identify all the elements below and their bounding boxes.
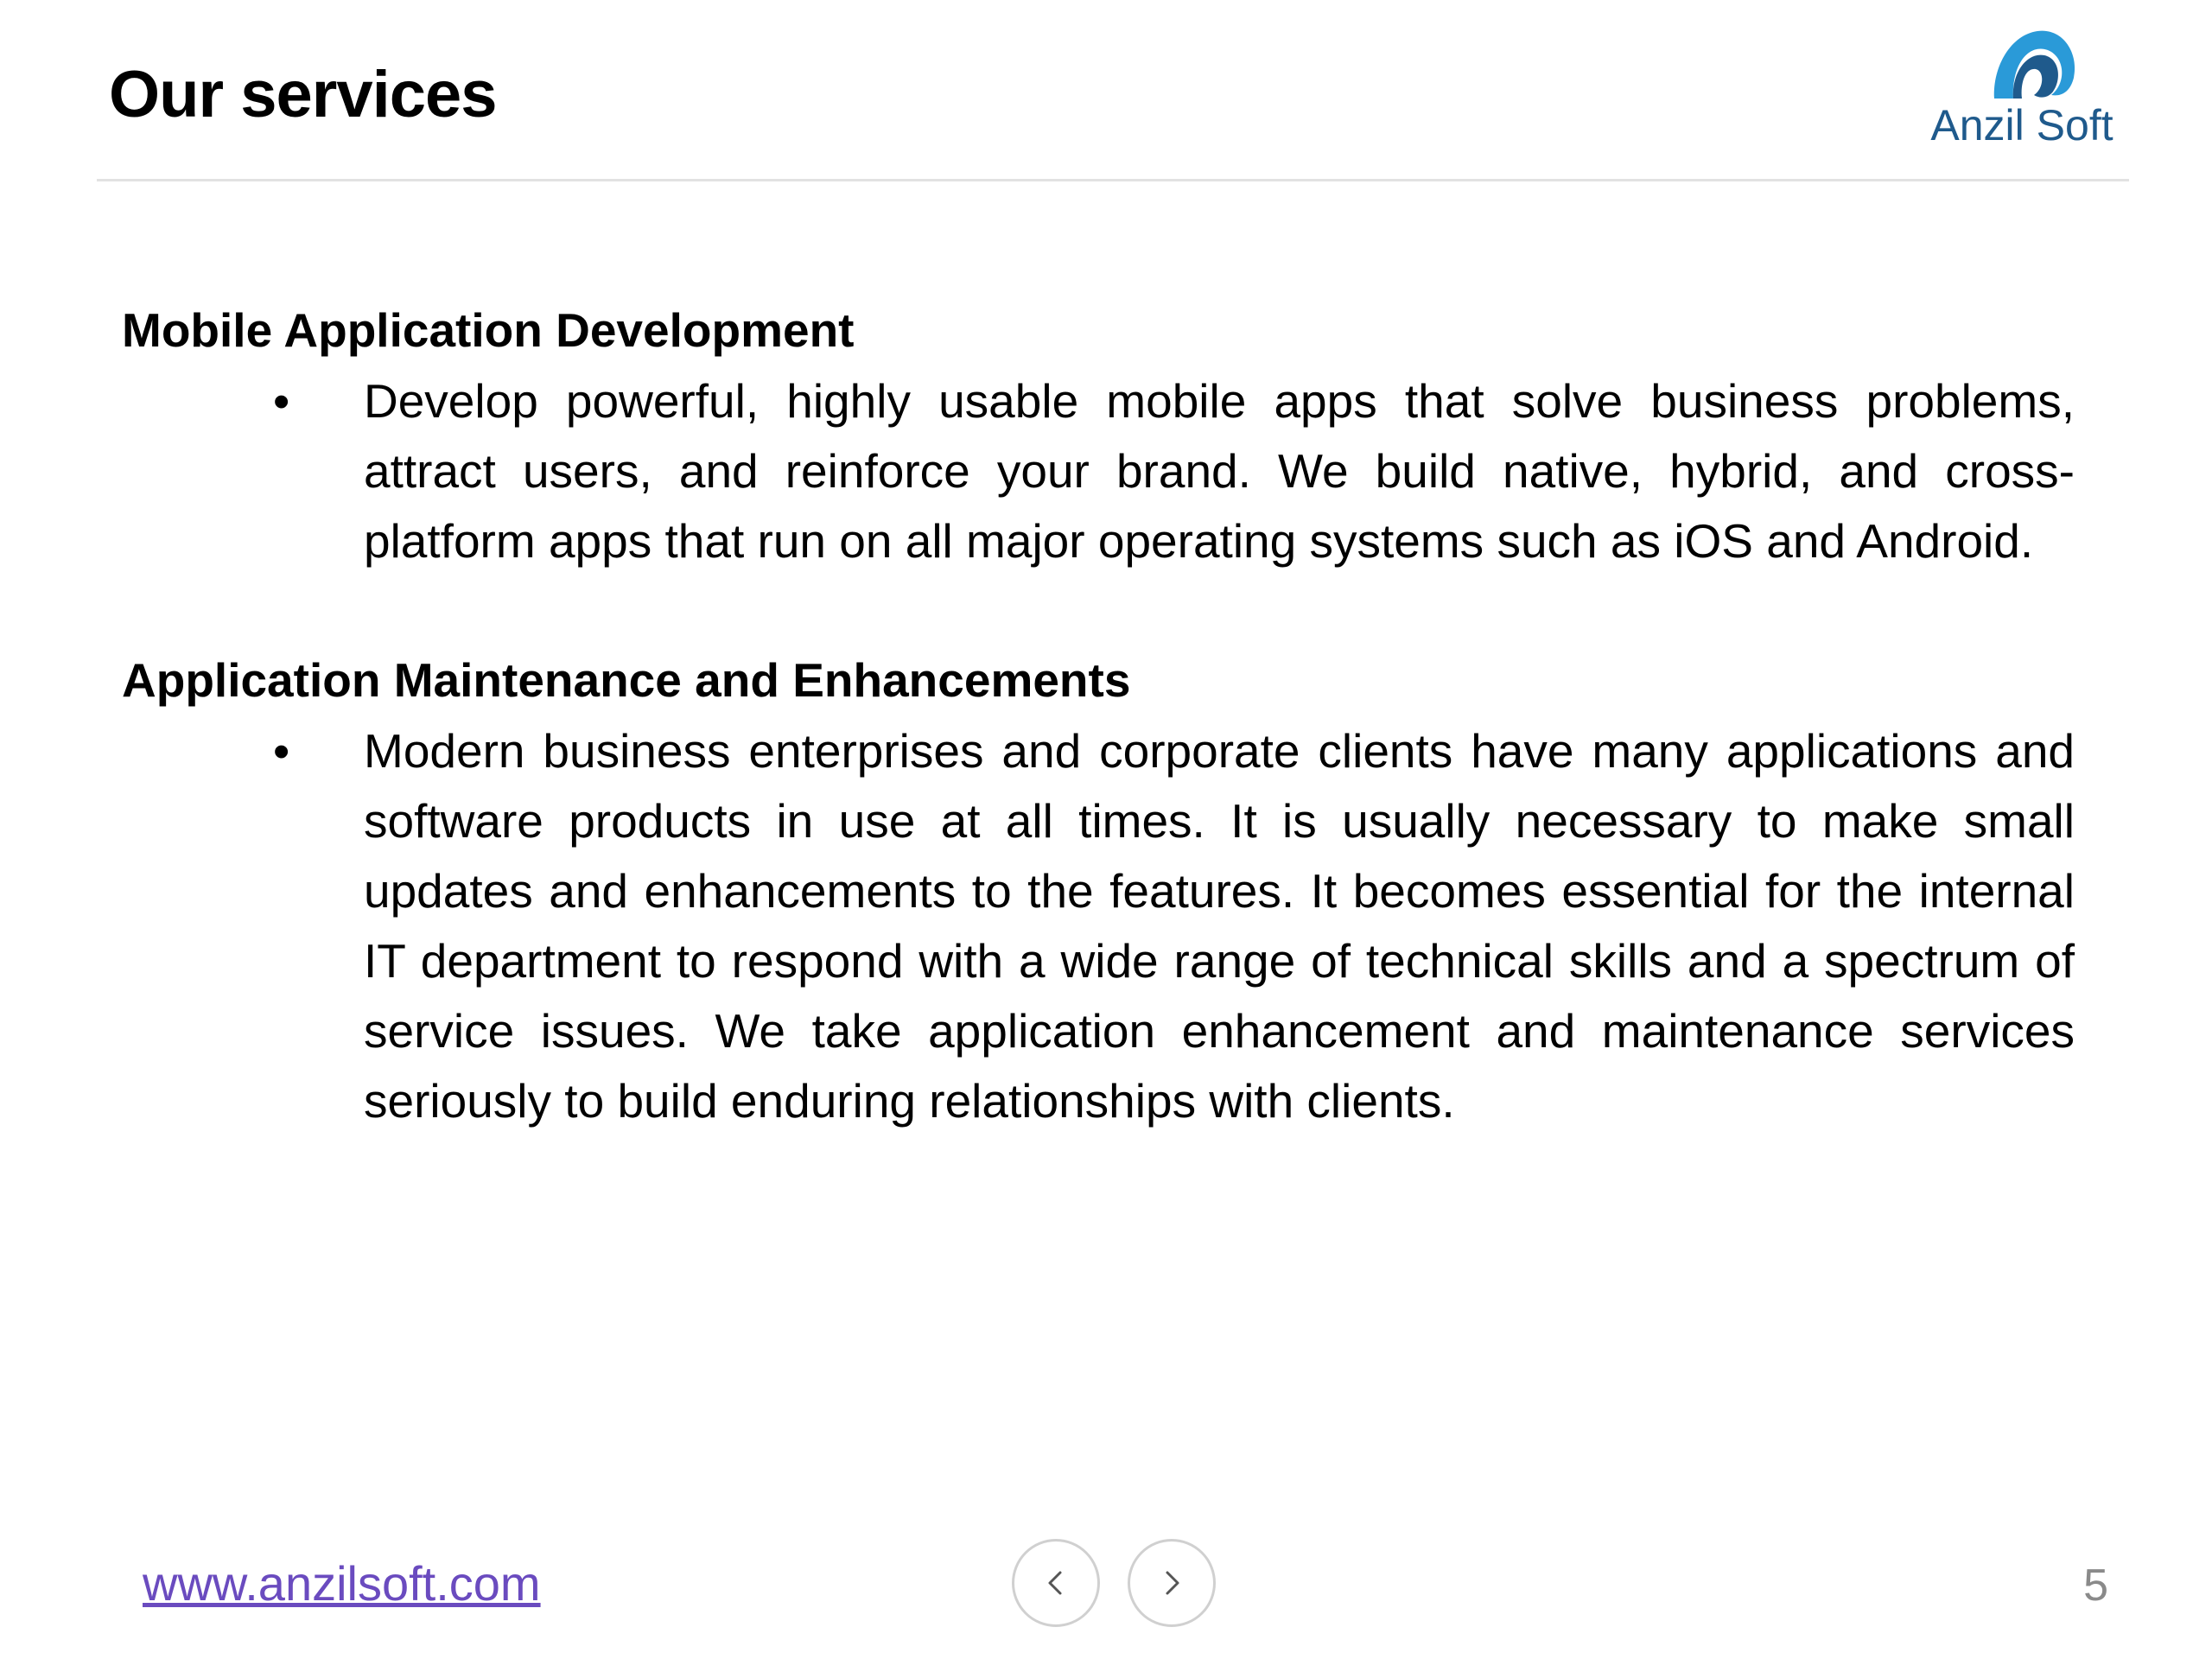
service-section-mobile (122, 294, 2075, 576)
logo-text: Anzil Soft (1930, 101, 2113, 149)
previous-slide-button[interactable] (1012, 1539, 1100, 1627)
next-slide-button[interactable] (1128, 1539, 1216, 1627)
website-link[interactable]: www.anzilsoft.com (143, 1556, 541, 1611)
page-number: 5 (2083, 1560, 2108, 1611)
bullet-text: Modern business enterprises and corporate clients have many applications and software products in use at all times. It is usually necessary to make small updates and enhancements to the features. It becomes essential for the internal IT department to respond with a wide range of technical skills and a spectrum of service issues. We take application enhancement and maintenance services seriously to build enduring relationships with clients. (364, 724, 2075, 1128)
section-heading: Mobile Application Development (122, 303, 855, 357)
slide-content (122, 294, 2075, 1204)
anzil-swoosh-logo-icon (1987, 22, 2082, 105)
section-heading: Application Maintenance and Enhancements (122, 653, 1131, 707)
chevron-right-icon (1156, 1567, 1187, 1599)
chevron-left-icon (1040, 1567, 1071, 1599)
company-logo (1910, 22, 2134, 152)
bullet-icon: • (273, 374, 290, 428)
bullet-text: Develop powerful, highly usable mobile apps that solve business problems, attract users, and reinforce your brand. We build native, hybrid, and cross-platform apps that run on all major operating systems such as iOS and Android. (364, 374, 2075, 568)
bullet-item (122, 716, 2075, 1136)
bullet-icon: • (273, 724, 290, 778)
slide-title: Our services (109, 58, 497, 131)
service-section-maintenance (122, 644, 2075, 1136)
bullet-item (122, 366, 2075, 576)
title-divider (97, 179, 2129, 181)
